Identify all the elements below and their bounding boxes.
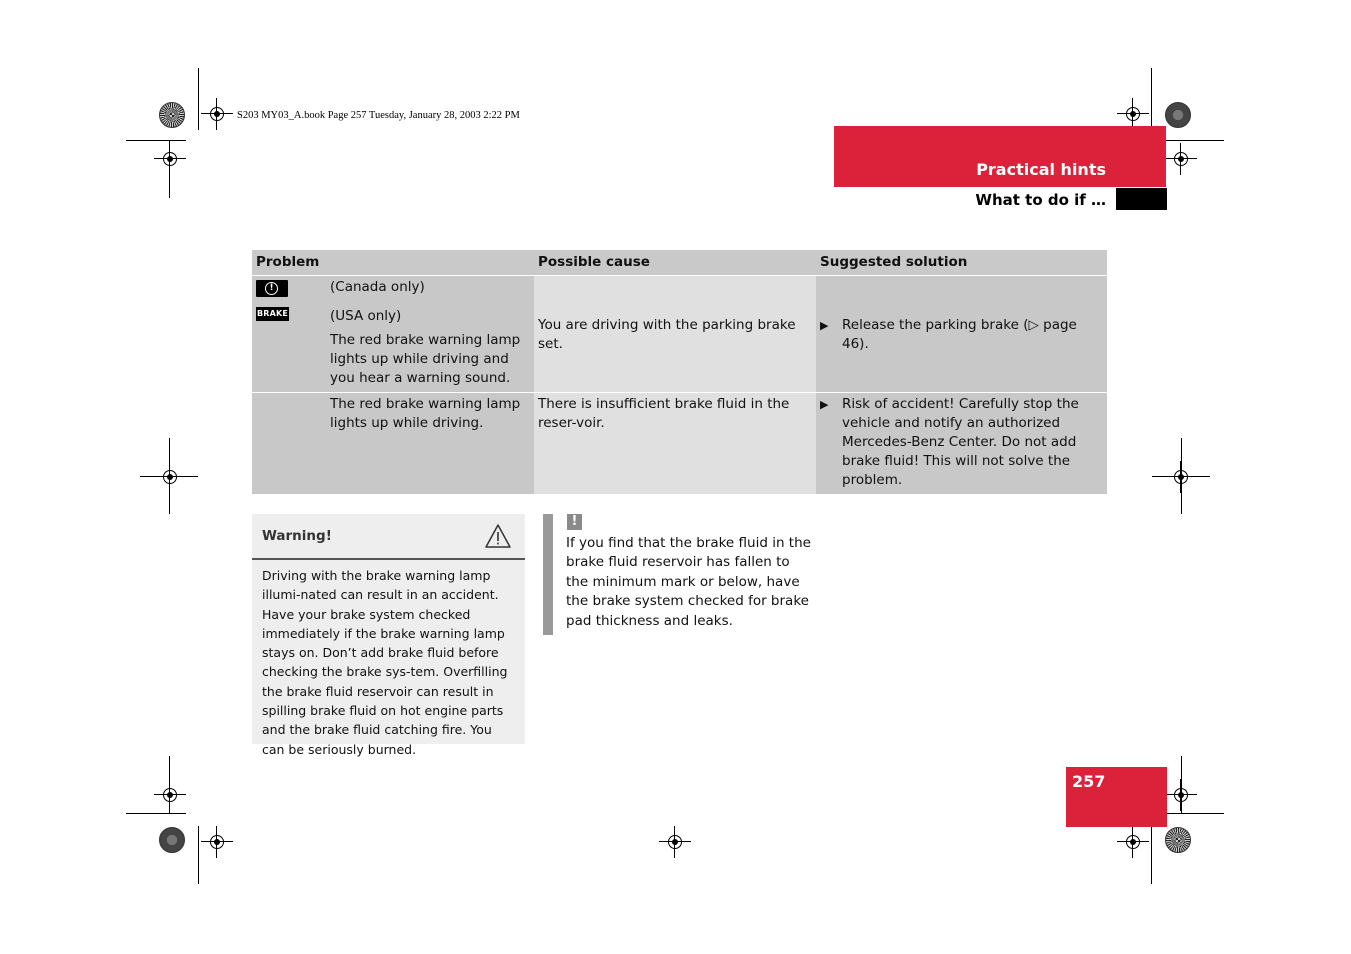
icon-cell [252,393,328,495]
registration-mark-icon [160,467,180,487]
icon-cell [252,276,328,393]
subsection-title: What to do if … [975,191,1106,209]
warning-title: Warning! [262,528,332,544]
color-target-icon [159,827,185,853]
column-header-cause: Possible cause [534,250,816,276]
problem-text: The red brake warning lamp lights up while driving and you hear a warning sound. [330,332,521,386]
registration-mark-icon [1171,467,1191,487]
registration-mark-icon [160,785,180,805]
page-number: 257 [1072,772,1106,791]
solution-text: Release the parking brake (▷ page 46). [842,317,1077,352]
bullet-arrow-icon: ▶ [820,319,829,332]
brake-warning-canada-icon: ! [256,280,288,297]
registration-mark-icon [1123,104,1143,124]
registration-mark-icon [1123,832,1143,852]
warning-text: Driving with the brake warning lamp illumi-nated can result in an accident. Have your brake system checked immediately if the brake warning lamp stays on. Don’t add brake fluid before checking the brake sys-tem. Overfilling the brake fluid reservoir can result in spilling brake fluid on hot engine parts and the brake fluid catching fire. You can be seriously burned. [262,568,508,757]
print-header: S203 MY03_A.book Page 257 Tuesday, January 28, 2003 2:22 PM [237,110,520,121]
solution-cell [816,276,1107,393]
registration-mark-icon [207,104,227,124]
cause-text: You are driving with the parking brake set. [538,317,796,352]
table-row [252,393,1107,495]
usa-only-label: (USA only) [330,308,402,324]
color-target-icon [159,102,185,128]
problem-cell [328,276,534,393]
warning-header [252,514,525,560]
registration-mark-icon [1171,785,1191,805]
canada-only-label: (Canada only) [330,279,425,295]
registration-mark-icon [665,832,685,852]
table-row [252,276,1107,393]
table-header-row [252,250,1107,276]
exclamation-icon: ! [567,514,582,530]
section-title: Practical hints [976,160,1106,179]
warning-triangle-icon [485,524,511,548]
brake-warning-usa-icon: BRAKE [256,307,289,321]
registration-mark-icon [1171,149,1191,169]
cause-cell [534,393,816,495]
color-target-icon [1165,102,1191,128]
registration-mark-icon [207,832,227,852]
troubleshooting-table [252,250,1107,494]
cause-cell [534,276,816,393]
solution-cell [816,393,1107,495]
cause-text: There is insufficient brake fluid in the reser-voir. [538,396,790,431]
column-header-solution: Suggested solution [816,250,1107,276]
subsection-tab [1116,188,1167,210]
bullet-arrow-icon: ▶ [820,398,829,411]
registration-mark-icon [160,149,180,169]
column-header-problem: Problem [252,250,534,276]
note-bar [543,514,553,635]
problem-text: The red brake warning lamp lights up while driving. [330,396,521,431]
problem-cell [328,393,534,495]
warning-box [252,514,525,757]
note-text: If you find that the brake fluid in the brake fluid reservoir has fallen to the minimum mark or below, have the brake system checked for brake pad thickness and leaks. [566,535,811,629]
solution-text: Risk of accident! Carefully stop the vehicle and notify an authorized Mercedes-Benz Center. Do not add brake fluid! This will not solve the problem. [842,396,1079,488]
color-target-icon [1165,827,1191,853]
